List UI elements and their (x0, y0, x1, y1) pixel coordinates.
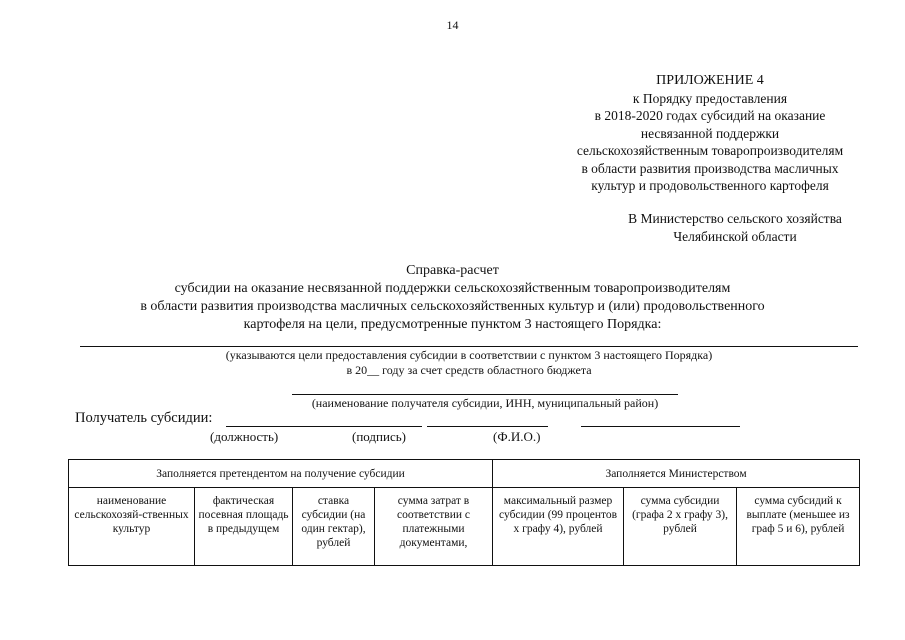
purpose-caption: (указываются цели предоставления субсидии в соответствии с пунктом 3 настоящего Порядка) (225, 348, 713, 362)
addressee-line: Челябинской области (673, 229, 797, 244)
appendix-line: в области развития производства масличных (581, 160, 839, 176)
addressee-block (585, 210, 885, 246)
column-header (737, 488, 860, 566)
position-fill-line[interactable] (226, 426, 422, 427)
column-header-text: фактическая посевная площадь в предыдущем (198, 495, 289, 535)
column-header (195, 488, 293, 566)
column-header-text: сумма субсидий к выплате (меньшее из граф 5 и 6), рублей (746, 495, 850, 535)
receiver-label: Получатель субсидии: (75, 410, 213, 426)
title-block (0, 262, 905, 334)
calculation-table (68, 459, 860, 566)
column-header-text: сумма субсидии (графа 2 х графу 3), рублей (632, 495, 728, 535)
column-header (69, 488, 195, 566)
column-header-text: сумма затрат в соответствии с платежными документами, (397, 495, 470, 549)
purpose-caption-block (80, 348, 858, 378)
table-group-row (69, 460, 860, 488)
column-header (293, 488, 375, 566)
appendix-line: несвязанной поддержки (640, 125, 780, 141)
appendix-line: в 2018-2020 годах субсидий на оказание (594, 108, 826, 123)
position-caption: (должность) (210, 429, 279, 444)
column-header-text: ставка субсидии (на один гектар), рублей (301, 495, 366, 549)
column-header-text: максимальный размер субсидии (99 процентов х графу 4), рублей (499, 495, 618, 535)
addressee-line: В Министерство сельского хозяйства (628, 211, 842, 226)
table-header-row (69, 488, 860, 566)
subtitle-line: картофеля на цели, предусмотренные пунктом 3 настоящего Порядка: (243, 317, 662, 332)
group-header-applicant: Заполняется претендентом на получение субсидии (69, 460, 493, 488)
group-header-ministry: Заполняется Министерством (493, 460, 860, 488)
page-number: 14 (446, 18, 459, 32)
signature-fill-line[interactable] (427, 426, 548, 427)
subtitle-line: в области развития производства масличных сельскохозяйственных культур и (или) продовольственного (140, 299, 765, 314)
name-fill-line[interactable] (581, 426, 740, 427)
appendix-line: к Порядку предоставления (632, 90, 788, 106)
appendix-block (540, 72, 880, 195)
column-header-text: наименование сельскохозяй-ственных культур (74, 495, 189, 535)
recipient-caption: (наименование получателя субсидии, ИНН, муниципальный район) (311, 396, 659, 410)
signature-caption: (подпись) (352, 429, 406, 444)
year-line: в 20__ году за счет средств областного бюджета (346, 363, 592, 377)
recipient-fill-line[interactable] (292, 394, 678, 395)
subtitle-line: субсидии на оказание несвязанной поддержки сельскохозяйственным товаропроизводителям (174, 281, 731, 296)
purpose-fill-line[interactable] (80, 346, 858, 347)
column-header (375, 488, 493, 566)
column-header (624, 488, 737, 566)
document-title: Справка-расчет (406, 263, 499, 278)
appendix-line: культур и продовольственного картофеля (591, 178, 829, 193)
appendix-line: сельскохозяйственным товаропроизводителям (576, 143, 844, 158)
name-caption: (Ф.И.О.) (493, 429, 541, 444)
appendix-title: ПРИЛОЖЕНИЕ 4 (656, 73, 764, 88)
column-header (493, 488, 624, 566)
